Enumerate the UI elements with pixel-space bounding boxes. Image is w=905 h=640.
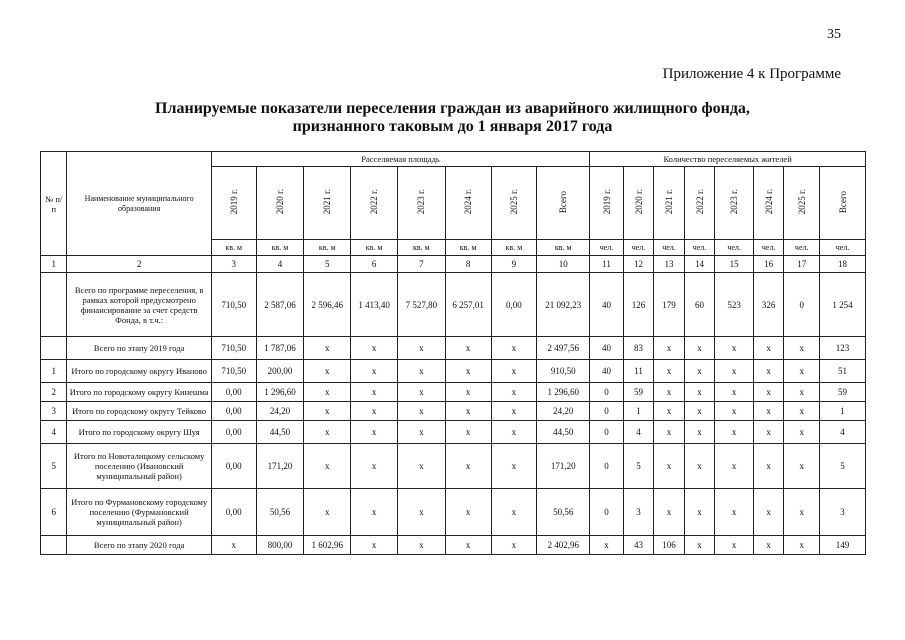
row-number: 2 [41, 383, 67, 402]
column-number: 9 [491, 256, 537, 273]
row-number [41, 273, 67, 337]
area-cell: 0,00 [211, 383, 256, 402]
people-cell: 123 [820, 337, 866, 360]
column-number: 18 [820, 256, 866, 273]
people-cell: x [715, 489, 754, 536]
area-cell: 1 296,60 [256, 383, 304, 402]
row-number: 1 [41, 360, 67, 383]
row-number: 4 [41, 421, 67, 444]
row-number: 5 [41, 444, 67, 489]
area-cell: x [491, 383, 537, 402]
row-name: Итого по Фурмановскому городскому поселению (Фурмановский муниципальный район) [67, 489, 211, 536]
header-people-year: 2024 г. [753, 167, 784, 240]
table-row [41, 402, 866, 421]
people-cell: 126 [623, 273, 654, 337]
people-cell: 0 [590, 383, 624, 402]
header-group-people: Количество переселяемых жителей [590, 152, 866, 167]
area-cell: 44,50 [537, 421, 590, 444]
header-area-year: 2024 г. [445, 167, 491, 240]
header-area-year: 2023 г. [397, 167, 445, 240]
unit-area: кв. м [491, 240, 537, 256]
people-cell: 0 [784, 273, 820, 337]
people-cell: x [654, 360, 685, 383]
column-number: 11 [590, 256, 624, 273]
area-cell: x [351, 536, 398, 555]
people-cell: x [753, 421, 784, 444]
area-cell: x [445, 444, 491, 489]
row-name: Итого по Новоталицкому сельскому поселению (Ивановский муниципальный район) [67, 444, 211, 489]
area-cell: x [351, 421, 398, 444]
people-cell: 40 [590, 273, 624, 337]
people-cell: 179 [654, 273, 685, 337]
area-cell: x [211, 536, 256, 555]
column-number: 8 [445, 256, 491, 273]
area-cell: x [351, 402, 398, 421]
header-area-year: 2021 г. [304, 167, 351, 240]
area-cell: 2 497,56 [537, 337, 590, 360]
area-cell: 800,00 [256, 536, 304, 555]
people-cell: x [784, 444, 820, 489]
area-cell: x [445, 536, 491, 555]
area-cell: x [397, 360, 445, 383]
row-name: Итого по городскому округу Шуя [67, 421, 211, 444]
area-cell: 21 092,23 [537, 273, 590, 337]
people-cell: x [654, 383, 685, 402]
table-row [41, 489, 866, 536]
page-number: 35 [827, 27, 841, 42]
people-cell: 1 254 [820, 273, 866, 337]
header-area-year: 2025 г. [491, 167, 537, 240]
area-cell: x [445, 402, 491, 421]
column-number: 14 [684, 256, 715, 273]
area-cell: x [491, 421, 537, 444]
people-cell: x [784, 337, 820, 360]
resettlement-table [40, 151, 866, 555]
column-number: 5 [304, 256, 351, 273]
unit-people: чел. [820, 240, 866, 256]
area-cell: 50,56 [256, 489, 304, 536]
row-name: Всего по программе переселения, в рамках которой предусмотрено финансирование за счет средств Фонда, в т.ч.: [67, 273, 211, 337]
row-number: 3 [41, 402, 67, 421]
area-cell: x [445, 360, 491, 383]
people-cell: 40 [590, 337, 624, 360]
people-cell: x [684, 444, 715, 489]
people-cell: x [684, 402, 715, 421]
people-cell: x [784, 360, 820, 383]
people-cell: x [684, 489, 715, 536]
row-number: 6 [41, 489, 67, 536]
people-cell: 3 [820, 489, 866, 536]
area-cell: 2 402,96 [537, 536, 590, 555]
unit-people: чел. [784, 240, 820, 256]
people-cell: 523 [715, 273, 754, 337]
area-cell: 0,00 [491, 273, 537, 337]
header-num: № п/ п [41, 152, 67, 256]
column-number: 6 [351, 256, 398, 273]
people-cell: 11 [623, 360, 654, 383]
people-cell: 326 [753, 273, 784, 337]
area-cell: 1 602,96 [304, 536, 351, 555]
row-number [41, 337, 67, 360]
area-cell: 200,00 [256, 360, 304, 383]
people-cell: x [753, 489, 784, 536]
unit-people: чел. [684, 240, 715, 256]
people-cell: 0 [590, 489, 624, 536]
people-cell: x [715, 383, 754, 402]
row-name: Всего по этапу 2020 года [67, 536, 211, 555]
unit-area: кв. м [256, 240, 304, 256]
area-cell: 1 296,60 [537, 383, 590, 402]
area-cell: x [445, 489, 491, 536]
table-row [41, 383, 866, 402]
area-cell: 171,20 [256, 444, 304, 489]
people-cell: x [715, 421, 754, 444]
unit-area: кв. м [211, 240, 256, 256]
people-cell: 1 [820, 402, 866, 421]
people-cell: x [715, 444, 754, 489]
area-cell: x [397, 402, 445, 421]
header-people-year: 2019 г. [590, 167, 624, 240]
header-area-year: 2020 г. [256, 167, 304, 240]
people-cell: x [753, 360, 784, 383]
people-cell: x [684, 536, 715, 555]
header-area-year: 2019 г. [211, 167, 256, 240]
people-cell: x [715, 402, 754, 421]
people-cell: x [654, 402, 685, 421]
area-cell: 710,50 [211, 337, 256, 360]
header-people-year: 2021 г. [654, 167, 685, 240]
people-cell: x [753, 337, 784, 360]
people-cell: 59 [820, 383, 866, 402]
column-number-row [41, 256, 866, 273]
area-cell: x [491, 337, 537, 360]
area-cell: x [491, 360, 537, 383]
header-people-year: 2020 г. [623, 167, 654, 240]
unit-people: чел. [623, 240, 654, 256]
area-cell: x [351, 444, 398, 489]
area-cell: x [491, 402, 537, 421]
table-body [41, 273, 866, 555]
table-row [41, 273, 866, 337]
area-cell: 6 257,01 [445, 273, 491, 337]
area-cell: 171,20 [537, 444, 590, 489]
people-cell: x [784, 421, 820, 444]
people-cell: x [753, 383, 784, 402]
header-people-total: Всего [820, 167, 866, 240]
column-number: 10 [537, 256, 590, 273]
column-number: 7 [397, 256, 445, 273]
people-cell: 5 [820, 444, 866, 489]
area-cell: 7 527,80 [397, 273, 445, 337]
people-cell: 0 [590, 402, 624, 421]
table-row [41, 360, 866, 383]
area-cell: x [491, 489, 537, 536]
area-cell: 1 787,06 [256, 337, 304, 360]
column-number: 15 [715, 256, 754, 273]
column-number: 3 [211, 256, 256, 273]
people-cell: x [753, 402, 784, 421]
area-cell: x [397, 337, 445, 360]
people-cell: 60 [684, 273, 715, 337]
area-cell: x [304, 337, 351, 360]
area-cell: x [304, 444, 351, 489]
people-cell: x [753, 536, 784, 555]
area-cell: x [304, 421, 351, 444]
area-cell: x [397, 536, 445, 555]
column-number: 2 [67, 256, 211, 273]
people-cell: 106 [654, 536, 685, 555]
title-line-2: признанного таковым до 1 января 2017 года [292, 118, 613, 135]
people-cell: 83 [623, 337, 654, 360]
area-cell: x [445, 383, 491, 402]
column-number: 17 [784, 256, 820, 273]
people-cell: 4 [820, 421, 866, 444]
area-cell: 50,56 [537, 489, 590, 536]
area-cell: 0,00 [211, 444, 256, 489]
header-people-year: 2022 г. [684, 167, 715, 240]
column-number: 16 [753, 256, 784, 273]
people-cell: x [684, 337, 715, 360]
appendix-label: Приложение 4 к Программе [662, 66, 841, 82]
area-cell: 2 587,06 [256, 273, 304, 337]
area-cell: x [304, 402, 351, 421]
area-cell: x [304, 489, 351, 536]
area-cell: x [491, 444, 537, 489]
area-cell: 24,20 [256, 402, 304, 421]
unit-area: кв. м [397, 240, 445, 256]
table-row [41, 444, 866, 489]
people-cell: x [684, 383, 715, 402]
unit-area: кв. м [445, 240, 491, 256]
title-line-1: Планируемые показатели переселения граждан из аварийного жилищного фонда, [155, 100, 750, 117]
column-number: 12 [623, 256, 654, 273]
row-name: Итого по городскому округу Иваново [67, 360, 211, 383]
people-cell: 0 [590, 444, 624, 489]
people-cell: 59 [623, 383, 654, 402]
area-cell: 0,00 [211, 402, 256, 421]
people-cell: x [590, 536, 624, 555]
people-cell: 149 [820, 536, 866, 555]
people-cell: x [654, 489, 685, 536]
document-title [0, 100, 905, 136]
unit-people: чел. [715, 240, 754, 256]
people-cell: 3 [623, 489, 654, 536]
people-cell: 4 [623, 421, 654, 444]
column-number: 4 [256, 256, 304, 273]
people-cell: x [715, 360, 754, 383]
people-cell: 51 [820, 360, 866, 383]
table-row [41, 536, 866, 555]
header-area-total: Всего [537, 167, 590, 240]
people-cell: 43 [623, 536, 654, 555]
people-cell: x [715, 337, 754, 360]
row-name: Итого по городскому округу Тейково [67, 402, 211, 421]
area-cell: x [491, 536, 537, 555]
row-name: Всего по этапу 2019 года [67, 337, 211, 360]
area-cell: x [304, 360, 351, 383]
column-number: 1 [41, 256, 67, 273]
area-cell: x [397, 489, 445, 536]
unit-area: кв. м [304, 240, 351, 256]
people-cell: x [753, 444, 784, 489]
area-cell: x [304, 383, 351, 402]
area-cell: 710,50 [211, 360, 256, 383]
people-cell: x [715, 536, 754, 555]
unit-people: чел. [654, 240, 685, 256]
people-cell: x [784, 402, 820, 421]
area-cell: 1 413,40 [351, 273, 398, 337]
people-cell: x [784, 489, 820, 536]
area-cell: 0,00 [211, 489, 256, 536]
area-cell: x [351, 383, 398, 402]
header-people-year: 2025 г. [784, 167, 820, 240]
header-people-year: 2023 г. [715, 167, 754, 240]
unit-area: кв. м [351, 240, 398, 256]
unit-people: чел. [753, 240, 784, 256]
row-number [41, 536, 67, 555]
people-cell: x [654, 337, 685, 360]
area-cell: x [351, 360, 398, 383]
area-cell: x [397, 383, 445, 402]
people-cell: 5 [623, 444, 654, 489]
area-cell: x [445, 421, 491, 444]
area-cell: 710,50 [211, 273, 256, 337]
table-row [41, 337, 866, 360]
header-area-year: 2022 г. [351, 167, 398, 240]
people-cell: x [684, 421, 715, 444]
header-group-area: Расселяемая площадь [211, 152, 589, 167]
area-cell: 24,20 [537, 402, 590, 421]
area-cell: x [351, 489, 398, 536]
unit-people: чел. [590, 240, 624, 256]
people-cell: 40 [590, 360, 624, 383]
area-cell: 2 596,46 [304, 273, 351, 337]
area-cell: x [397, 421, 445, 444]
area-cell: x [351, 337, 398, 360]
area-cell: 910,50 [537, 360, 590, 383]
people-cell: x [654, 444, 685, 489]
header-name: Наименование муниципального образования [67, 152, 211, 256]
people-cell: 0 [590, 421, 624, 444]
column-number: 13 [654, 256, 685, 273]
people-cell: x [684, 360, 715, 383]
area-cell: 44,50 [256, 421, 304, 444]
area-cell: x [397, 444, 445, 489]
area-cell: x [445, 337, 491, 360]
people-cell: x [784, 536, 820, 555]
people-cell: x [654, 421, 685, 444]
unit-area: кв. м [537, 240, 590, 256]
table-row [41, 421, 866, 444]
people-cell: 1 [623, 402, 654, 421]
people-cell: x [784, 383, 820, 402]
area-cell: 0,00 [211, 421, 256, 444]
row-name: Итого по городскому округу Кинешма [67, 383, 211, 402]
